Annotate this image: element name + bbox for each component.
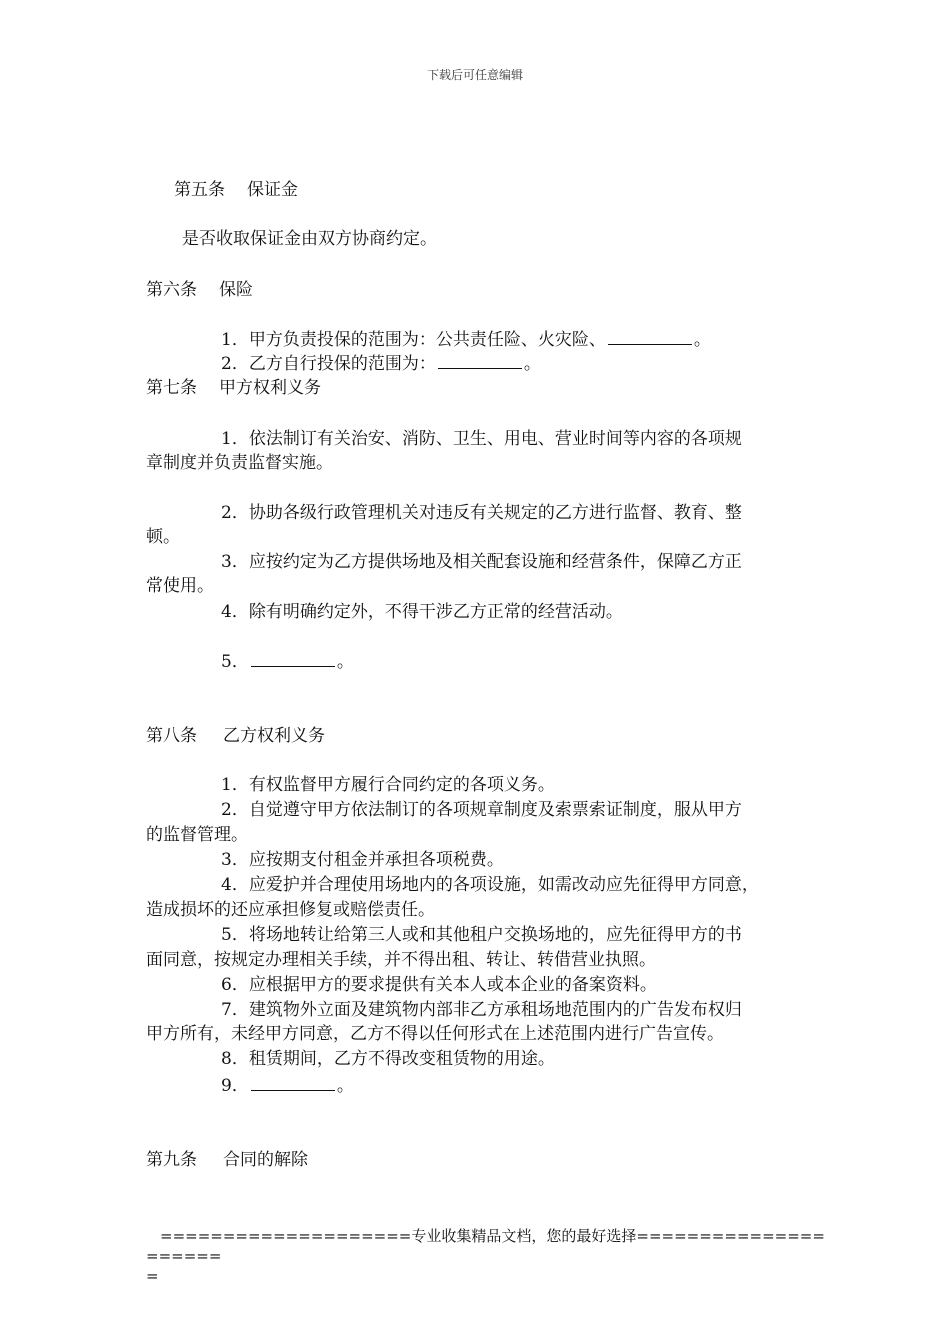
article-5-number: 第五条 [174,180,225,200]
article-8-item-8: 8．租赁期间，乙方不得改变租赁物的用途。 [221,1049,555,1069]
article-8-item-6: 6．应根据甲方的要求提供有关本人或本企业的备案资料。 [221,975,657,995]
fill-in-blank[interactable] [251,1073,335,1091]
article-8-heading [146,724,325,748]
page-header: 下载后可任意编辑 [426,68,523,82]
article-7-item-3-line-2: 常使用。 [146,576,214,596]
article-9-number: 第九条 [146,1150,197,1170]
article-8-item-2-line-1: 2．自觉遵守甲方依法制订的各项规章制度及索票索证制度，服从甲方 [221,800,742,820]
article-6-item-1 [221,327,711,352]
article-7-item-2-line-2: 顿。 [146,527,180,547]
article-7-item-1-line-2: 章制度并负责监督实施。 [146,453,333,473]
article-8-item-9-end: 。 [336,1076,354,1096]
article-5-title: 保证金 [247,180,298,200]
article-7-title: 甲方权利义务 [219,378,321,398]
article-5-heading [174,178,298,202]
footer-slogan: 专业收集精品文档，您的最好选择 [411,1227,637,1245]
footer-left-rule: ==================== [160,1227,412,1245]
article-9-heading [146,1148,308,1172]
article-6-item-2 [221,351,541,376]
article-7-item-5-end: 。 [336,652,354,672]
page-footer [146,1226,826,1286]
article-7-item-2-line-1: 2．协助各级行政管理机关对违反有关规定的乙方进行监督、教育、整 [221,503,742,523]
article-6-heading [146,278,253,302]
article-8-item-7-line-1: 7．建筑物外立面及建筑物内部非乙方承租场地范围内的广告发布权归 [221,1000,742,1020]
article-6-item-1-text: 1．甲方负责投保的范围为：公共责任险、火灾险、 [221,330,606,350]
article-7-item-3-line-1: 3．应按约定为乙方提供场地及相关配套设施和经营条件，保障乙方正 [221,552,742,572]
article-8-item-5-line-2: 面同意，按规定办理相关手续，并不得出租、转让、转借营业执照。 [146,950,656,970]
fill-in-blank[interactable] [251,649,335,667]
article-8-item-5-line-1: 5．将场地转让给第三人或和其他租户交换场地的，应先征得甲方的书 [221,925,742,945]
article-7-item-5-number: 5． [221,652,249,672]
article-8-number: 第八条 [146,726,197,746]
footer-tail-rule: = [146,1267,159,1285]
article-8-item-4-line-2: 造成损坏的还应承担修复或赔偿责任。 [146,900,435,920]
article-6-item-1-end: 。 [693,330,711,350]
article-6-item-2-text: 2．乙方自行投保的范围为： [221,354,436,374]
article-7-item-5 [221,649,354,674]
article-8-item-9-number: 9． [221,1076,249,1096]
article-6-number: 第六条 [146,280,197,300]
fill-in-blank[interactable] [608,327,692,345]
article-8-title: 乙方权利义务 [223,726,325,746]
article-7-item-1-line-1: 1．依法制订有关治安、消防、卫生、用电、营业时间等内容的各项规 [221,429,742,449]
article-7-number: 第七条 [146,378,197,398]
footer-right-rule: ===================== [146,1227,825,1265]
article-7-item-4: 4．除有明确约定外，不得干涉乙方正常的经营活动。 [221,602,623,622]
fill-in-blank[interactable] [438,351,522,369]
article-9-title: 合同的解除 [223,1150,308,1170]
article-8-item-3: 3．应按期支付租金并承担各项税费。 [221,850,504,870]
article-6-title: 保险 [219,280,253,300]
article-6-item-2-end: 。 [523,354,541,374]
article-8-item-2-line-2: 的监督管理。 [146,825,248,845]
article-8-item-4-line-1: 4．应爱护并合理使用场地内的各项设施，如需改动应先征得甲方同意， [221,875,759,895]
article-8-item-1: 1．有权监督甲方履行合同约定的各项义务。 [221,775,555,795]
article-7-heading [146,376,321,400]
article-8-item-9 [221,1073,354,1098]
article-5-body: 是否收取保证金由双方协商约定。 [182,229,437,249]
article-8-item-7-line-2: 甲方所有，未经甲方同意，乙方不得以任何形式在上述范围内进行广告宣传。 [146,1024,724,1044]
